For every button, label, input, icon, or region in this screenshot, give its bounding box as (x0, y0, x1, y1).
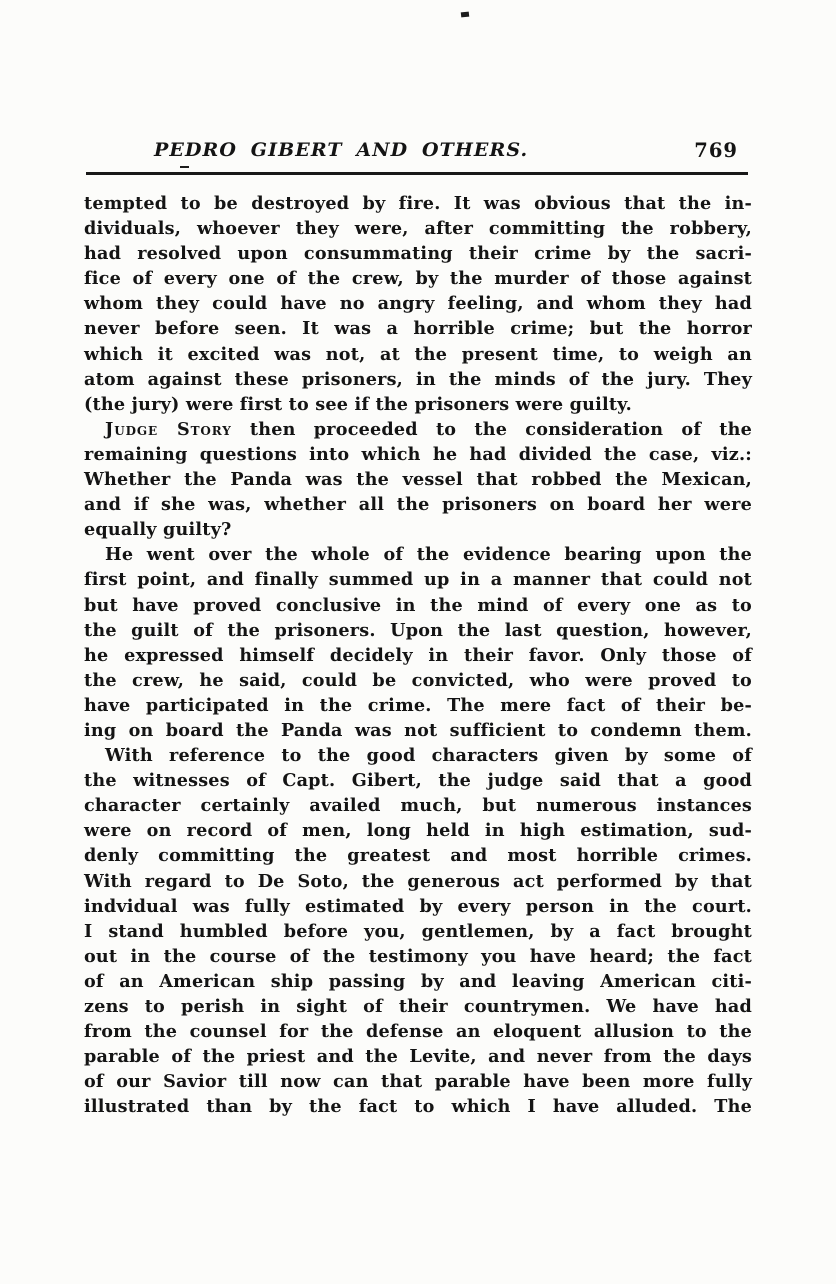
running-title: PEDRO GIBERT AND OTHERS. (154, 139, 529, 161)
text-line: he expressed himself decidely in their favor. Only those of (84, 644, 752, 666)
text-line: which it excited was not, at the present time, to weigh an (84, 343, 752, 365)
ink-speck (461, 12, 469, 18)
text-line: dividuals, whoever they were, after committing the robbery, (84, 218, 752, 240)
text-line: whom they could have no angry feeling, and whom they had (84, 293, 752, 315)
text-line: With regard to De Soto, the generous act performed by that (84, 870, 752, 892)
text-line: Judge Story then proceeded to the consideration of the (105, 418, 752, 440)
text-line: Whether the Panda was the vessel that robbed the Mexican, (84, 469, 752, 491)
text-line: had resolved upon consummating their crime by the sacri- (84, 243, 752, 265)
text-line: indvidual was fully estimated by every person in the court. (84, 895, 752, 917)
text-line: have participated in the crime. The mere fact of their be- (84, 694, 752, 716)
text-line: I stand humbled before you, gentlemen, by a fact brought (84, 920, 752, 942)
text-line: illustrated than by the fact to which I have alluded. The (84, 1096, 752, 1118)
paragraph (84, 542, 752, 743)
page-body (84, 191, 752, 1119)
text-line: denly committing the greatest and most horrible crimes. (84, 845, 752, 867)
text-line: equally guilty? (84, 519, 232, 541)
text-line: remaining questions into which he had divided the case, viz.: (84, 443, 752, 465)
text-line: the witnesses of Capt. Gibert, the judge said that a good (84, 770, 752, 792)
text-line: ing on board the Panda was not sufficient to condemn them. (84, 719, 752, 741)
text-line: of an American ship passing by and leaving American citi- (84, 970, 752, 992)
text-line: the crew, he said, could be convicted, who were proved to (84, 669, 752, 691)
text-line: With reference to the good characters given by some of (105, 745, 752, 767)
speaker-name: Judge Story (105, 418, 232, 440)
text-line: from the counsel for the defense an eloquent allusion to the (84, 1021, 752, 1043)
text-line: parable of the priest and the Levite, and never from the days (84, 1046, 752, 1068)
text-line: the guilt of the prisoners. Upon the last question, however, (84, 619, 752, 641)
text-line: fice of every one of the crew, by the murder of those against (84, 268, 752, 290)
underline-mark (180, 166, 189, 168)
page-number: 769 (694, 139, 738, 162)
text-line: were on record of men, long held in high estimation, sud- (84, 820, 752, 842)
text-line: tempted to be destroyed by fire. It was obvious that the in- (84, 193, 752, 214)
text-line: atom against these prisoners, in the minds of the jury. They (84, 368, 752, 390)
text-line: but have proved conclusive in the mind of every one as to (84, 594, 752, 616)
text-line: first point, and finally summed up in a manner that could not (84, 569, 752, 591)
paragraph (84, 743, 752, 1119)
text-line: of our Savior till now can that parable have been more fully (84, 1071, 752, 1093)
page-header (84, 139, 750, 169)
paragraph (84, 417, 752, 542)
text-line: He went over the whole of the evidence bearing upon the (105, 544, 752, 566)
text-line: never before seen. It was a horrible crime; but the horror (84, 318, 752, 340)
header-rule (86, 172, 748, 175)
text-line: out in the course of the testimony you have heard; the fact (84, 945, 752, 967)
text-line: character certainly availed much, but numerous instances (84, 795, 752, 817)
paragraph (84, 191, 752, 417)
text-line: (the jury) were first to see if the prisoners were guilty. (84, 393, 632, 415)
text-line: and if she was, whether all the prisoners on board her were (84, 494, 752, 516)
text-line: zens to perish in sight of their countrymen. We have had (84, 996, 752, 1017)
